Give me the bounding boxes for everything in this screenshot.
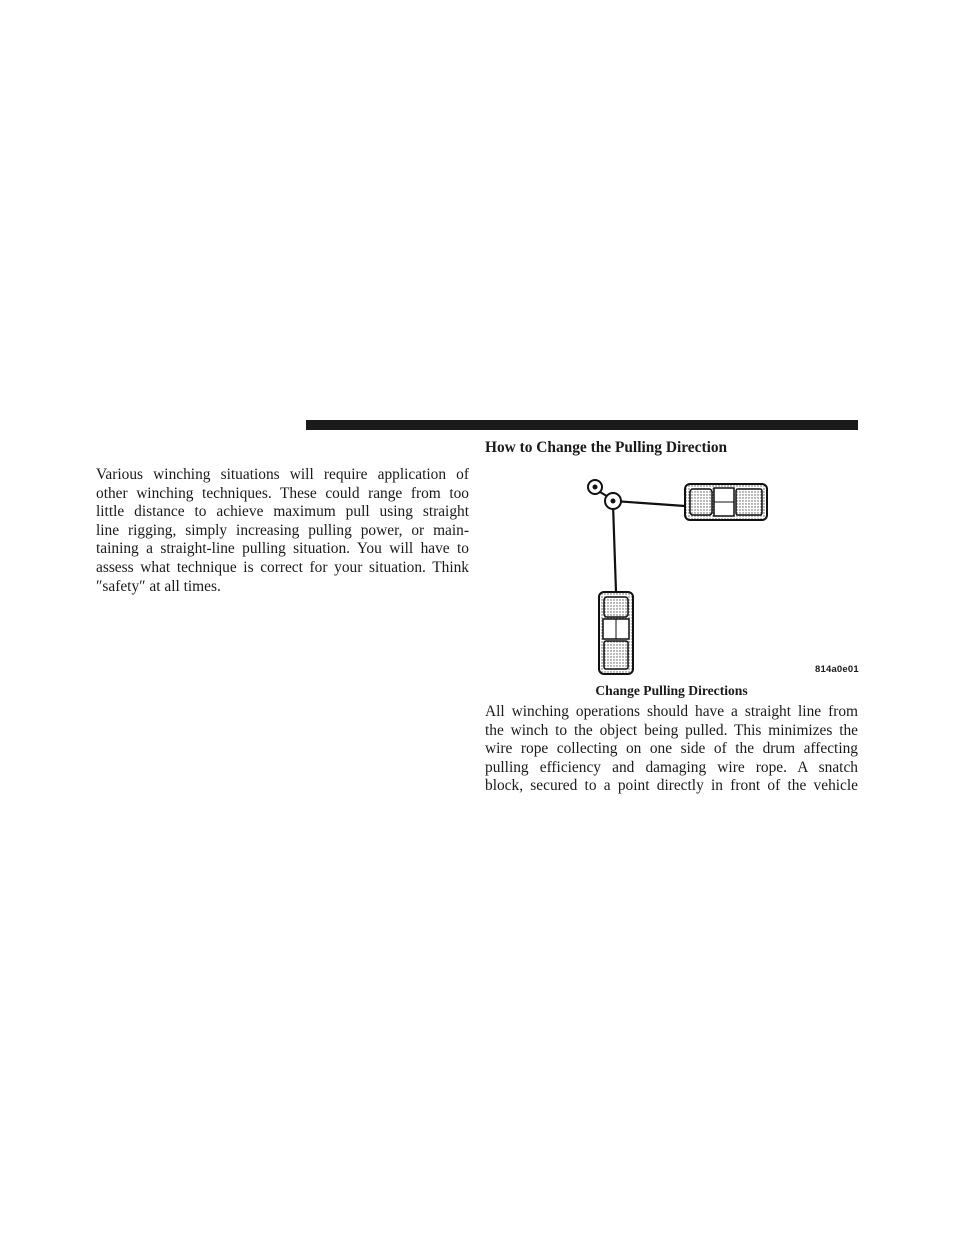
paragraph-line: All winching operations should have a straight line from — [485, 703, 858, 720]
winching-vehicle-icon — [599, 592, 633, 674]
paragraph-line: little distance to achieve maximum pull using straight — [96, 503, 469, 521]
paragraph-line: ″safety″ at all times. — [96, 577, 221, 595]
pulling-direction-illustration — [580, 470, 860, 680]
paragraph-line: taining a straight-line pulling situation. You will have to — [96, 540, 469, 558]
section-top-rule — [306, 420, 858, 430]
paragraph-line: the winch to the object being pulled. This minimizes the — [485, 721, 858, 739]
paragraph-line: pulling efficiency and damaging wire rope. A snatch — [485, 758, 858, 776]
right-column-paragraph — [485, 703, 858, 796]
paragraph-line: block, secured to a point directly in front of the vehicle — [485, 777, 858, 795]
section-heading: How to Change the Pulling Direction — [485, 439, 728, 456]
paragraph-line: assess what technique is correct for your situation. Think — [96, 558, 469, 576]
figure-code: 814a0e01 — [815, 664, 859, 675]
paragraph-line: wire rope collecting on one side of the drum affecting — [485, 740, 858, 758]
anchor-point-icon — [588, 480, 602, 494]
left-column-paragraph — [96, 466, 469, 596]
snatch-block-icon — [605, 493, 621, 509]
paragraph-line: other winching techniques. These could range from too — [96, 484, 469, 502]
paragraph-line: line rigging, simply increasing pulling power, or main- — [96, 521, 469, 539]
stuck-vehicle-icon — [685, 484, 767, 520]
figure-caption: Change Pulling Directions — [595, 683, 748, 698]
paragraph-line: Various winching situations will require application of — [96, 466, 469, 483]
